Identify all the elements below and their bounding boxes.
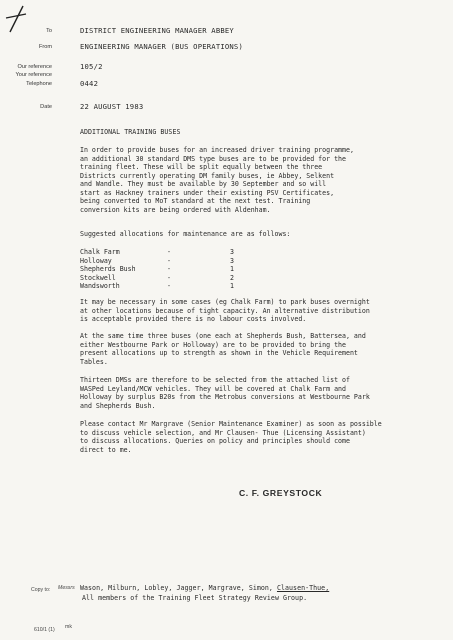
paragraph-allocations-intro: Suggested allocations for maintenance are as follows: (80, 230, 291, 238)
our-reference-label: Our reference (17, 64, 52, 70)
allocation-dash: - (167, 256, 171, 265)
copy-to-names-underlined: Clausen-Thue, (276, 584, 330, 592)
allocation-dash: - (167, 265, 171, 273)
allocation-place: Stockwell (80, 273, 116, 282)
paragraph-thirteen-dms: Thirteen DMSs are therefore to be selected from the attached list of WASPed Leyland/MCW vehicles. They will be covered at Chalk Farm and Holloway by surplus B20s from the Metrobus conversions at Westbourne Park and Shepherds Bush. (80, 376, 370, 410)
allocation-dash: - (167, 248, 171, 256)
date-value: 22 AUGUST 1983 (80, 102, 144, 111)
to-label: To (46, 28, 52, 34)
from-label: From (38, 44, 52, 50)
allocation-count: 1 (230, 282, 234, 290)
allocation-place: Wandsworth (80, 282, 120, 290)
subject-heading: ADDITIONAL TRAINING BUSES (80, 128, 181, 136)
paragraph-contact: Please contact Mr Margrave (Senior Maintenance Examiner) as soon as possible to discuss vehicle selection, and Mr Clausen- Thue (Licensing Assistant) to discuss allocations. Queries on policy and principles should come direct to me. (80, 420, 382, 454)
signature-name: C. F. GREYSTOCK (239, 488, 323, 498)
paragraph-overnight-parking: It may be necessary in some cases (eg Chalk Farm) to park buses overnight at other locations because of tight capacity. An alternative distribution is acceptable provided there is no labour costs involved. (80, 298, 370, 324)
date-label: Date (40, 104, 52, 110)
allocation-place: Holloway (80, 256, 112, 265)
from-value: ENGINEERING MANAGER (BUS OPERATIONS) (80, 42, 243, 51)
allocation-count: 3 (230, 256, 234, 265)
copy-to-names (80, 584, 329, 593)
copy-to-group: All members of the Training Fleet Strategy Review Group. (82, 594, 308, 602)
our-reference-value: 105/2 (80, 62, 103, 71)
typist-initials: mk (65, 624, 72, 630)
allocation-dash: - (167, 282, 171, 290)
allocation-row (80, 257, 280, 266)
allocation-row (80, 282, 280, 291)
telephone-label: Telephone (26, 81, 52, 87)
copy-to-names-list: Wason, Milburn, Lobley, Jagger, Margrave, Simon, (80, 584, 277, 592)
paragraph-three-buses: At the same time three buses (one each at Shepherds Bush, Battersea, and either Westbourne Park or Holloway) are to be provided to bring the present allocations up to strength as shown in the Vehicle Requirement Tables. (80, 332, 366, 366)
telephone-value: 0442 (80, 79, 99, 88)
your-reference-label: Your reference (15, 72, 52, 78)
allocation-dash: - (167, 273, 171, 282)
allocation-row (80, 265, 280, 274)
paragraph-intro: In order to provide buses for an increased driver training programme, an additional 30 standard DMS type buses are to be provided for the training fleet. These will be split equally between the three Districts currently operating DM family buses, ie Abbey, Selkent and Wandle. They must be available by 30 September and so will start as Hackney trainers under their existing PSV Certificates, being converted to MoT standard at the next test. Training conversion kits are being ordered with Aldenham. (80, 146, 354, 214)
copy-to-label: Copy to: (31, 587, 51, 593)
allocation-count: 3 (230, 248, 234, 256)
form-code: 610/1 (1) (34, 627, 55, 633)
copy-to-prefix: Messrs (58, 585, 75, 591)
allocation-row (80, 248, 280, 257)
to-value: DISTRICT ENGINEERING MANAGER ABBEY (80, 26, 234, 35)
allocation-count: 2 (230, 273, 234, 282)
allocation-place: Shepherds Bush (80, 265, 136, 273)
allocation-row (80, 274, 280, 283)
allocation-place: Chalk Farm (80, 248, 120, 256)
allocation-count: 1 (230, 265, 234, 273)
